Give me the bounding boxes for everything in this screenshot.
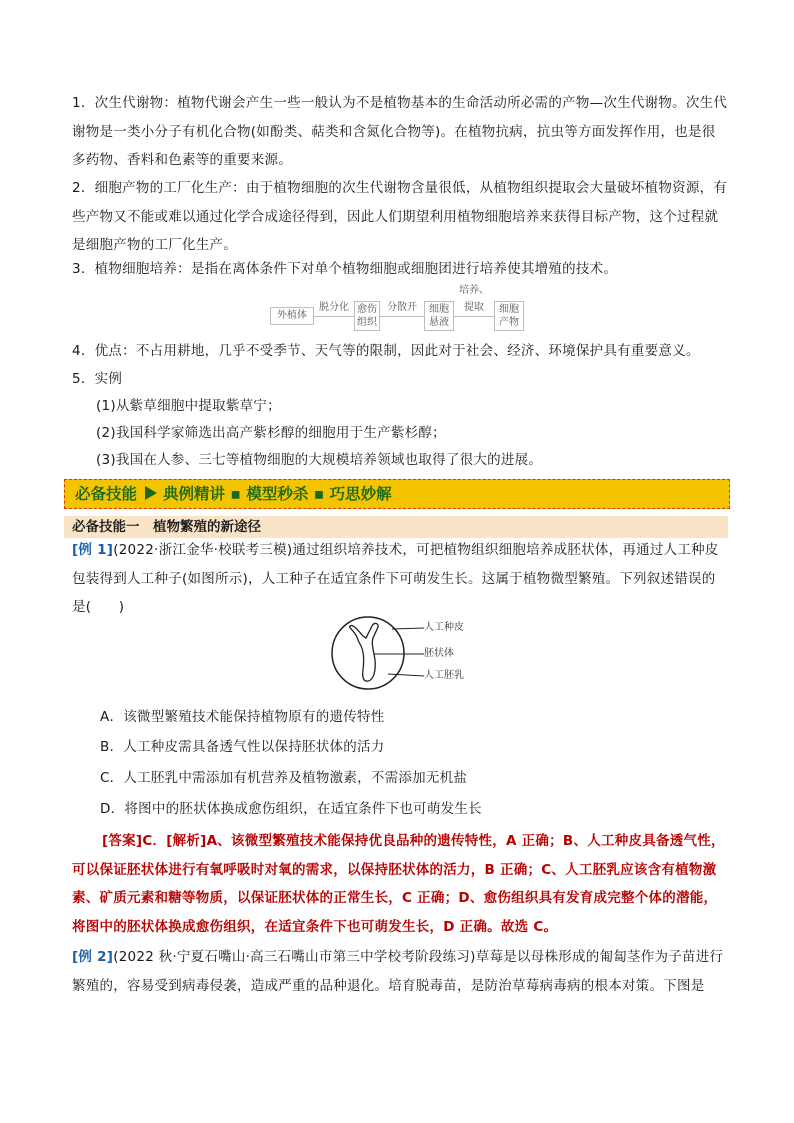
item-number: 3．	[72, 261, 95, 277]
item-number: 5．	[72, 371, 95, 387]
option-c: C．人工胚乳中需添加有机营养及植物激素，不需添加无机盐	[100, 770, 468, 786]
flow-label-disperse: 分散开	[382, 302, 422, 314]
item-4	[72, 337, 728, 366]
item-number: 1．	[72, 95, 95, 111]
banner-text	[75, 484, 392, 504]
flow-box-line: 悬液	[429, 316, 449, 328]
item-3	[72, 255, 728, 284]
flow-box-line: 愈伤	[357, 304, 377, 315]
section-title: 必备技能一 植物繁殖的新途径	[72, 519, 261, 535]
cell-culture-flow-diagram	[270, 283, 532, 333]
item-number: 4．	[72, 343, 95, 359]
flow-box-line: 组织	[357, 316, 377, 328]
leader-line	[392, 628, 424, 629]
skills-banner	[64, 479, 730, 509]
banner-left: 必备技能	[75, 485, 138, 503]
flow-label-extract: 提取	[454, 302, 494, 314]
item-text: 优点：不占用耕地，几乎不受季节、天气等的限制，因此对于社会、经济、环境保护具有重要意义。	[94, 343, 700, 359]
flow-box-line: 细胞	[499, 304, 519, 315]
item-number: 2．	[72, 180, 95, 196]
example-tag: [例 2]	[72, 949, 114, 965]
label-embryoid: 胚状体	[424, 648, 454, 659]
example-tag: [例 1]	[72, 542, 114, 558]
item-text: 实例	[94, 371, 123, 387]
item-text: 植物细胞培养：是指在离体条件下对单个植物细胞或细胞团进行培养使其增殖的技术。	[94, 261, 618, 277]
label-seed-coat: 人工种皮	[424, 622, 464, 633]
section-title-bar	[64, 516, 728, 538]
example-text: (2022 秋·宁夏石嘴山·高三石嘴山市第三中学校考阶段练习)草莓是以母株形成的匍匐茎作为子苗进行繁殖的，容易受到病毒侵袭，造成严重的品种退化。培育脱毒苗，是防治草莓病毒病的根本对策。下图是	[72, 949, 724, 994]
item-2	[72, 174, 728, 260]
item-1	[72, 89, 728, 175]
flow-box-line: 细胞	[429, 304, 449, 315]
flow-box-explant: 外植体	[270, 307, 314, 325]
example-item: (3)我国在人参、三七等植物细胞的大规模培养领域也取得了很大的进展。	[96, 452, 543, 468]
example-item: (2)我国科学家筛选出高产紫杉醇的细胞用于生产紫杉醇；	[96, 425, 446, 441]
example-text: (2022·浙江金华·校联考三模)通过组织培养技术，可把植物组织细胞培养成胚状体，再通过人工种皮包装得到人工种子(如图所示)，人工种子在适宜条件下可萌发生长。这属于植物微型繁殖。下列叙述错误的是( )	[72, 542, 719, 615]
option-d: D．将图中的胚状体换成愈伤组织，在适宜条件下也可萌发生长	[100, 801, 482, 817]
example-1-question	[72, 536, 728, 622]
item-text: 细胞产物的工厂化生产：由于植物细胞的次生代谢物含量很低，从植物组织提取会大量破坏植物资源，有些产物又不能或难以通过化学合成途径得到，因此人们期望利用植物细胞培养来获得目标产物，这个过程就是细胞产物的工厂化生产。	[72, 180, 728, 253]
flow-line	[454, 316, 494, 317]
example-2-question	[72, 943, 728, 1000]
play-arrow-icon	[145, 486, 157, 500]
flow-label-culture: 培养、	[459, 285, 489, 296]
flow-box-line: 产物	[499, 316, 519, 328]
item-text: 次生代谢物：植物代谢会产生一些一般认为不是植物基本的生命活动所必需的产物—次生代谢物。次生代谢物是一类小分子有机化合物(如酚类、萜类和含氮化合物等)。在植物抗病，抗虫等方面发挥作用，也是很多药物、香料和色素等的重要来源。	[72, 95, 728, 168]
flow-label-dedifferentiation: 脱分化	[314, 302, 354, 314]
option-b: B．人工种皮需具备透气性以保持胚状体的活力	[100, 739, 385, 755]
flow-box-cell-product	[494, 301, 524, 331]
answer-text: C．[解析]A、该微型繁殖技术能保持优良品种的遗传特性，A 正确；B、人工种皮具备透气性，可以保证胚状体进行有氧呼吸时对氧的需求，以保持胚状体的活力，B 正确；C、人工胚乳应该含有植物激素、矿质元素和糖等物质，以保证胚状体的正常生长，C 正确；D、愈伤组织具有发育成完整个体的潜能，将图中的胚状体换成愈伤组织，在适宜条件下也可萌发生长，D 正确。故选 C。	[72, 833, 725, 935]
flow-box-callus	[354, 301, 380, 331]
option-a: A．该微型繁殖技术能保持植物原有的遗传特性	[100, 709, 385, 725]
flow-line	[380, 316, 424, 317]
example-1-answer	[72, 827, 728, 941]
banner-right: 典例精讲 ▪ 模型秒杀 ▪ 巧思妙解	[163, 485, 392, 503]
answer-tag: [答案]	[102, 833, 143, 849]
example-item: (1)从紫草细胞中提取紫草宁；	[96, 398, 281, 414]
artificial-seed-figure	[330, 614, 470, 694]
flow-line	[314, 316, 354, 317]
item-5	[72, 365, 728, 394]
label-endosperm: 人工胚乳	[424, 670, 464, 681]
flow-box-cell-suspension	[424, 301, 454, 331]
